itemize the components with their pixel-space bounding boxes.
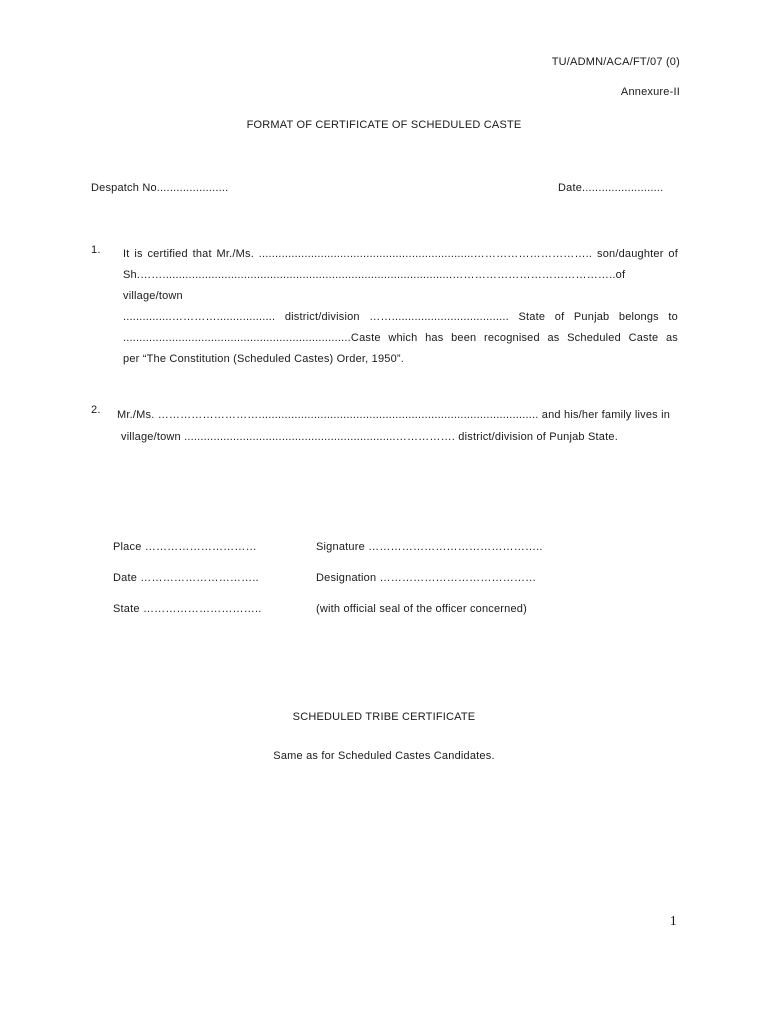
reference-number: TU/ADMN/ACA/FT/07 (0) (551, 56, 680, 68)
paragraph-1-line-3: ...............………….................. district/division …….................................... State of Punjab belongs to (123, 311, 678, 323)
annexure-label: Annexure-II (620, 86, 680, 98)
paragraph-1 (123, 244, 678, 370)
paragraph-2 (117, 404, 670, 448)
official-seal-note: (with official seal of the officer concerned) (316, 603, 527, 615)
paragraph-1-line-4: ......................................................................Caste which has been recognised as Scheduled Caste as (123, 332, 678, 344)
paragraph-1-line-2: Sh.…….........................................................................................……………………………………..of village/town (123, 269, 626, 302)
scheduled-tribe-text: Same as for Scheduled Castes Candidates. (273, 750, 495, 762)
scheduled-tribe-title: SCHEDULED TRIBE CERTIFICATE (292, 711, 476, 723)
paragraph-2-line-2: village/town .................................................................……………. district/division of Punjab State. (121, 431, 618, 443)
paragraph-1-line-1: It is certified that Mr./Ms. ..................................................................………………………….. son/daughter of (123, 248, 678, 260)
paragraph-2-number: 2. (91, 404, 101, 416)
designation-field: Designation …………………………………… (316, 572, 537, 584)
signature-field: Signature ……………………………………….. (316, 541, 543, 553)
despatch-number-field: Despatch No...................... (91, 182, 229, 194)
place-field: Place ………………………… (113, 541, 257, 553)
paragraph-1-number: 1. (91, 244, 101, 256)
state-field: State ………………………….. (113, 603, 262, 615)
certificate-title: FORMAT OF CERTIFICATE OF SCHEDULED CASTE (246, 119, 522, 131)
date-line-field: Date ………………………….. (113, 572, 259, 584)
page-number: 1 (669, 914, 677, 929)
date-field: Date......................... (558, 182, 664, 194)
paragraph-1-line-5: per “The Constitution (Scheduled Castes) Order, 1950”. (123, 353, 405, 365)
paragraph-2-line-1: Mr./Ms. ………………………...................................................................................... and his/her family lives in (117, 409, 671, 421)
